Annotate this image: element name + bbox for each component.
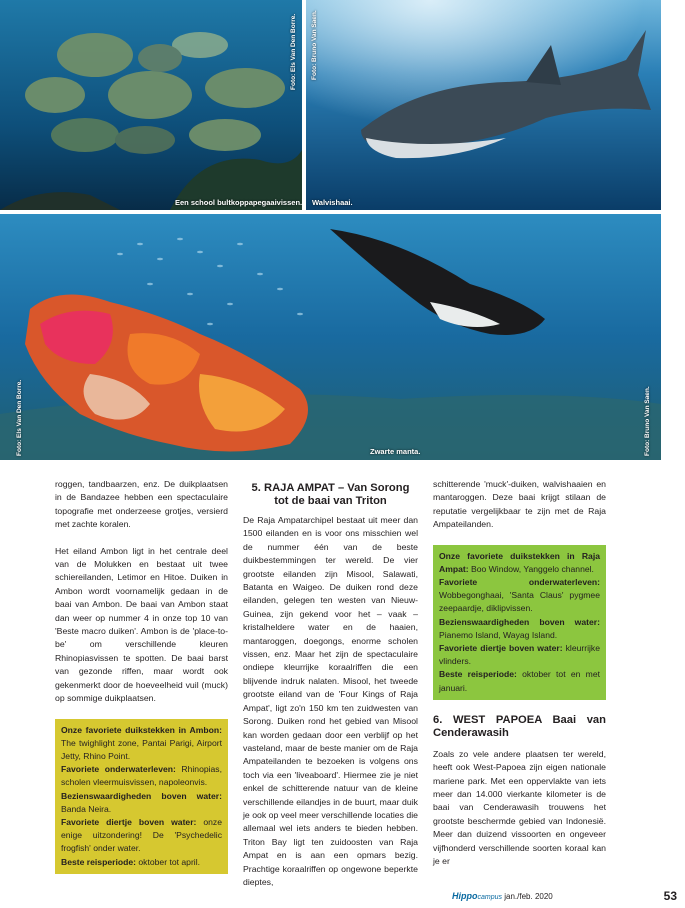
photo-whaleshark — [306, 0, 661, 210]
page-footer — [452, 891, 677, 905]
credit-parrotfish: Foto: Els Van Den Borre. — [290, 13, 297, 90]
caption-manta: Zwarte manta. — [370, 447, 421, 456]
page-number: 53 — [663, 889, 677, 903]
whaleshark-image — [306, 0, 661, 210]
raja-box-line: Onze favoriete duikstekken in Raja Ampat: Boo Window, Yanggelo channel. — [439, 550, 600, 574]
magazine-logo: Hippo — [452, 891, 478, 901]
west-papoea-heading: 6. WEST PAPOEA Baai van Cenderawasih — [433, 713, 606, 739]
credit-manta-left: Foto: Els Van Den Borre. — [16, 379, 23, 456]
col1-paragraph-1: roggen, tandbaarzen, enz. De duikplaatsen in de Bandazee hebben een spectaculaire topografie met onderzeese grotjes, versierd met zachte koralen. — [55, 479, 228, 530]
ambon-box-line: Favoriete onderwaterleven: Rhinopias, scholen vleermuisvissen, napoleonvis. — [61, 764, 222, 788]
magazine-logo-sub: campus — [477, 894, 503, 901]
raja-box-line: Beste reisperiode: oktober tot en met januari. — [439, 669, 600, 693]
raja-box-line: Favoriete diertje boven water: kleurrijke vlinders. — [439, 643, 600, 667]
col1-paragraph-2: Het eiland Ambon ligt in het centrale deel van de Molukken en bestaat uit twee schiereilanden, Letimor en Hitoe. Duiken in Ambon wordt voornamelijk gedaan in de baai van Ambon. De baai van Ambon staat dan weer op nummer 4 in onze top 10 van 'Beste macro duiken'. Ambon is de 'place-to-be' om verschillende kleuren Rhinopiasvissen te spotten. De baai barst van gezonde riffen, maar wordt ook gekenmerkt door de hoeveelheid vuil (muck) op sommige duikplaatsen. — [55, 545, 228, 704]
raja-box-line: Bezienswaardigheden boven water: Pianemo Island, Wayag Island. — [439, 616, 600, 640]
ambon-box-line: Onze favoriete duikstekken in Ambon: The twighlight zone, Pantai Parigi, Airport Jetty, Rhino Point. — [61, 724, 222, 761]
column-2 — [243, 482, 418, 902]
col3-paragraph-2: Zoals zo vele andere plaatsen ter wereld, heeft ook West-Papoea zijn eigen nationale mariene park. Met een oppervlakte van iets meer dan 14.000 vierkante kilometer is de baai van Cenderawasih trouwens het grootste beschermde gebied van Indonesië. Meer dan duizend vissoorten en ongeveer vijfhonderd verschillende soorten koraal kan je er — [433, 748, 606, 867]
credit-whaleshark: Foto: Bruno Van Saen. — [311, 10, 318, 80]
photo-manta — [0, 214, 661, 460]
ambon-box-line: Bezienswaardigheden boven water: Banda Neira. — [61, 790, 222, 814]
column-3 — [433, 478, 606, 882]
manta-image — [0, 214, 661, 460]
caption-parrotfish: Een school bultkoppapegaaivissen. — [175, 198, 302, 207]
parrotfish-image — [0, 0, 302, 210]
issue-date: jan./feb. 2020 — [504, 892, 553, 901]
column-1 — [55, 478, 228, 874]
ambon-box-line: Beste reisperiode: oktober tot april. — [61, 856, 201, 867]
ambon-info-box — [55, 719, 228, 874]
caption-whaleshark: Walvishaai. — [312, 198, 353, 207]
photo-parrotfish — [0, 0, 302, 210]
raja-ampat-info-box — [433, 545, 606, 700]
raja-box-line: Favoriete onderwaterleven: Wobbegonghaai, 'Santa Claus' pygmee zeepaardje, diklipvissen. — [439, 577, 600, 614]
col3-paragraph-1: schitterende 'muck'-duiken, walvishaaien en mantaroggen. Deze baai krijgt stilaan de reputatie vergelijkbaar te zijn met de Raja Ampateilanden. — [433, 479, 606, 530]
credit-manta-right: Foto: Bruno Van Saen. — [644, 386, 651, 456]
ambon-box-line: Favoriete diertje boven water: onze enige uitzondering! De 'Psychedelic frogfish' onder water. — [61, 816, 222, 854]
col2-paragraph-1: De Raja Ampatarchipel bestaat uit meer dan 1500 eilanden en is voor ons misschien wel de nummer één van de beste duikbestemmingen ter wereld. De vier grootste eilanden zijn Misool, Salawati, Batanta en Waigeo. De duiken rond deze eilanden, gelegen ten westen van Nieuw-Guinea, zijn gekend voor het – vaak – kristalheldere water en de haaien, mantaroggen, doegongs, enorme scholen vissen, enz. Maar het zijn de spectaculaire ondiepe kleurrijke koraalriffen die een blijvende indruk nalaten. Misool, het tweede grootste eiland van de 'Four Kings of Raja Ampat', ligt zo'n 150 km ten zuidwesten van Sorong. Duiken rond het gebied van Misool kan worden gedaan door een verblijf op het vasteland, maar de beste manier om de Raja Ampateilanden te bezoeken is volgens ons toch via een 'liveaboard'. Hiermee zie je niet enkel de schitterende natuur van de kleine verschillende eilandjes in de buurt, maar duik je ook op veel meer verschillende locaties die allemaal wel iets anders te bieden hebben. Triton Bay ligt ten zuidoosten van Raja Ampat en is aan een opmars bezig. Prachtige koraalriffen op ongewone beperkte dieptes, — [243, 515, 418, 887]
raja-ampat-heading: 5. RAJA AMPAT – Van Sorong tot de baai van Triton — [251, 482, 410, 507]
